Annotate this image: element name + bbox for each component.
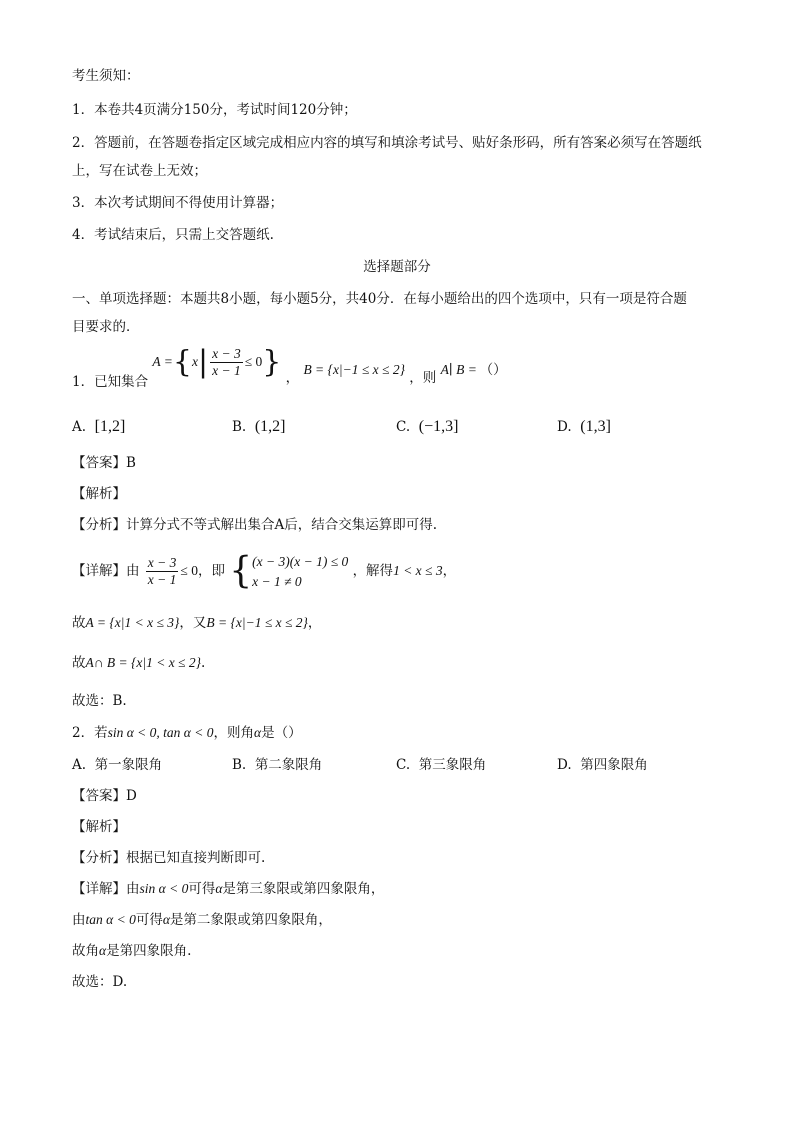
q2-choose: 故选：D. xyxy=(72,974,128,990)
q1-fenxi: 【分析】计算分式不等式解出集合A后，结合交集运算即可得. xyxy=(72,517,438,533)
part1-heading-1: 一、单项选择题：本题共8小题，每小题5分，共40分．在每小题给出的四个选项中，只有一项是符合题 xyxy=(72,291,687,307)
q1-detail-line-3: 故A∩ B = {x|1 < x ≤ 2}. xyxy=(72,655,206,671)
notice-item-3: 3．本次考试期间不得使用计算器； xyxy=(72,195,284,211)
section-title: 选择题部分 xyxy=(363,259,431,275)
q1-option-b: B. (1,2] xyxy=(232,418,286,435)
q2-answer: 【答案】D xyxy=(72,788,137,804)
q1-prefix: 1．已知集合 xyxy=(72,374,149,390)
notice-item-2: 2．答题前，在答题卷指定区域完成相应内容的填写和填涂考试号、贴好条形码，所有答案必须写在答题纸 xyxy=(72,135,702,151)
q1-detail-line-2: 故A = {x|1 < x ≤ 3}，又B = {x|−1 ≤ x ≤ 2}， xyxy=(72,615,322,631)
notice-title: 考生须知： xyxy=(72,68,140,84)
q2-detail-line-2: 由tan α < 0可得α是第二象限或第四象限角， xyxy=(72,912,332,928)
q1-answer: 【答案】B xyxy=(72,455,136,471)
q1-option-a: A. [1,2] xyxy=(72,418,126,435)
q2-detail-line-3: 故角α是第四象限角. xyxy=(72,943,192,959)
q1-detail: 【详解】由 $\frac{x - 3}{x - 1}$ ≤ 0，即 { (x − 3)(x − 1) ≤ 0 x − 1 ≠ 0 ，解得1 < x ≤ 3， xyxy=(72,550,457,592)
q1-comma: ， xyxy=(285,370,300,386)
q2-option-a: A. 第一象限角 xyxy=(72,757,163,773)
q1-setA-fraction xyxy=(210,346,243,379)
q1-setB: B = {x|−1 ≤ x ≤ 2} xyxy=(303,362,405,377)
q1-ask-expr: A∣ B xyxy=(440,362,465,377)
q2-fenxi: 【分析】根据已知直接判断即可. xyxy=(72,850,266,866)
q1-stem xyxy=(72,344,507,390)
q2-stem: 2．若sin α < 0, tan α < 0，则角α是（） xyxy=(72,725,302,741)
q1-choose: 故选：B. xyxy=(72,693,127,709)
q1-option-d: D. (1,3] xyxy=(557,418,611,435)
q1-detail-fraction: $\frac{x - 3}{x - 1}$ xyxy=(147,555,177,587)
q2-option-c: C. 第三象限角 xyxy=(396,757,487,773)
q1-ask-suffix: = （） xyxy=(468,362,507,377)
q1-setA-var: x xyxy=(191,354,198,370)
q2-analysis-label: 【解析】 xyxy=(72,819,126,835)
q1-ask-prefix: ，则 xyxy=(409,370,437,386)
q1-detail-system: (x − 3)(x − 1) ≤ 0 x − 1 ≠ 0 xyxy=(252,553,349,589)
q1-setA-lhs: A = xyxy=(152,354,173,370)
q1-setA: A ={x| $\frac{x - 3}{x - 1}$ ≤ 0} xyxy=(152,344,282,380)
q2-option-d: D. 第四象限角 xyxy=(557,757,648,773)
q2-detail-line-1: 【详解】由sin α < 0可得α是第三象限或第四象限角， xyxy=(72,881,385,897)
q1-setA-denominator: x − 1 xyxy=(212,363,241,379)
q1-option-c: C. (−1,3] xyxy=(396,418,459,435)
notice-item-2-cont: 上，写在试卷上无效； xyxy=(72,163,207,179)
q1-analysis-label: 【解析】 xyxy=(72,486,126,502)
q1-setA-rel: ≤ 0 xyxy=(244,354,263,370)
part1-heading-2: 目要求的． xyxy=(72,319,140,335)
notice-item-4: 4．考试结束后，只需上交答题纸. xyxy=(72,227,274,243)
q1-setA-numerator: x − 3 xyxy=(212,346,241,362)
notice-item-1: 1．本卷共4页满分150分，考试时间120分钟； xyxy=(72,102,357,118)
q2-option-b: B. 第二象限角 xyxy=(232,757,323,773)
